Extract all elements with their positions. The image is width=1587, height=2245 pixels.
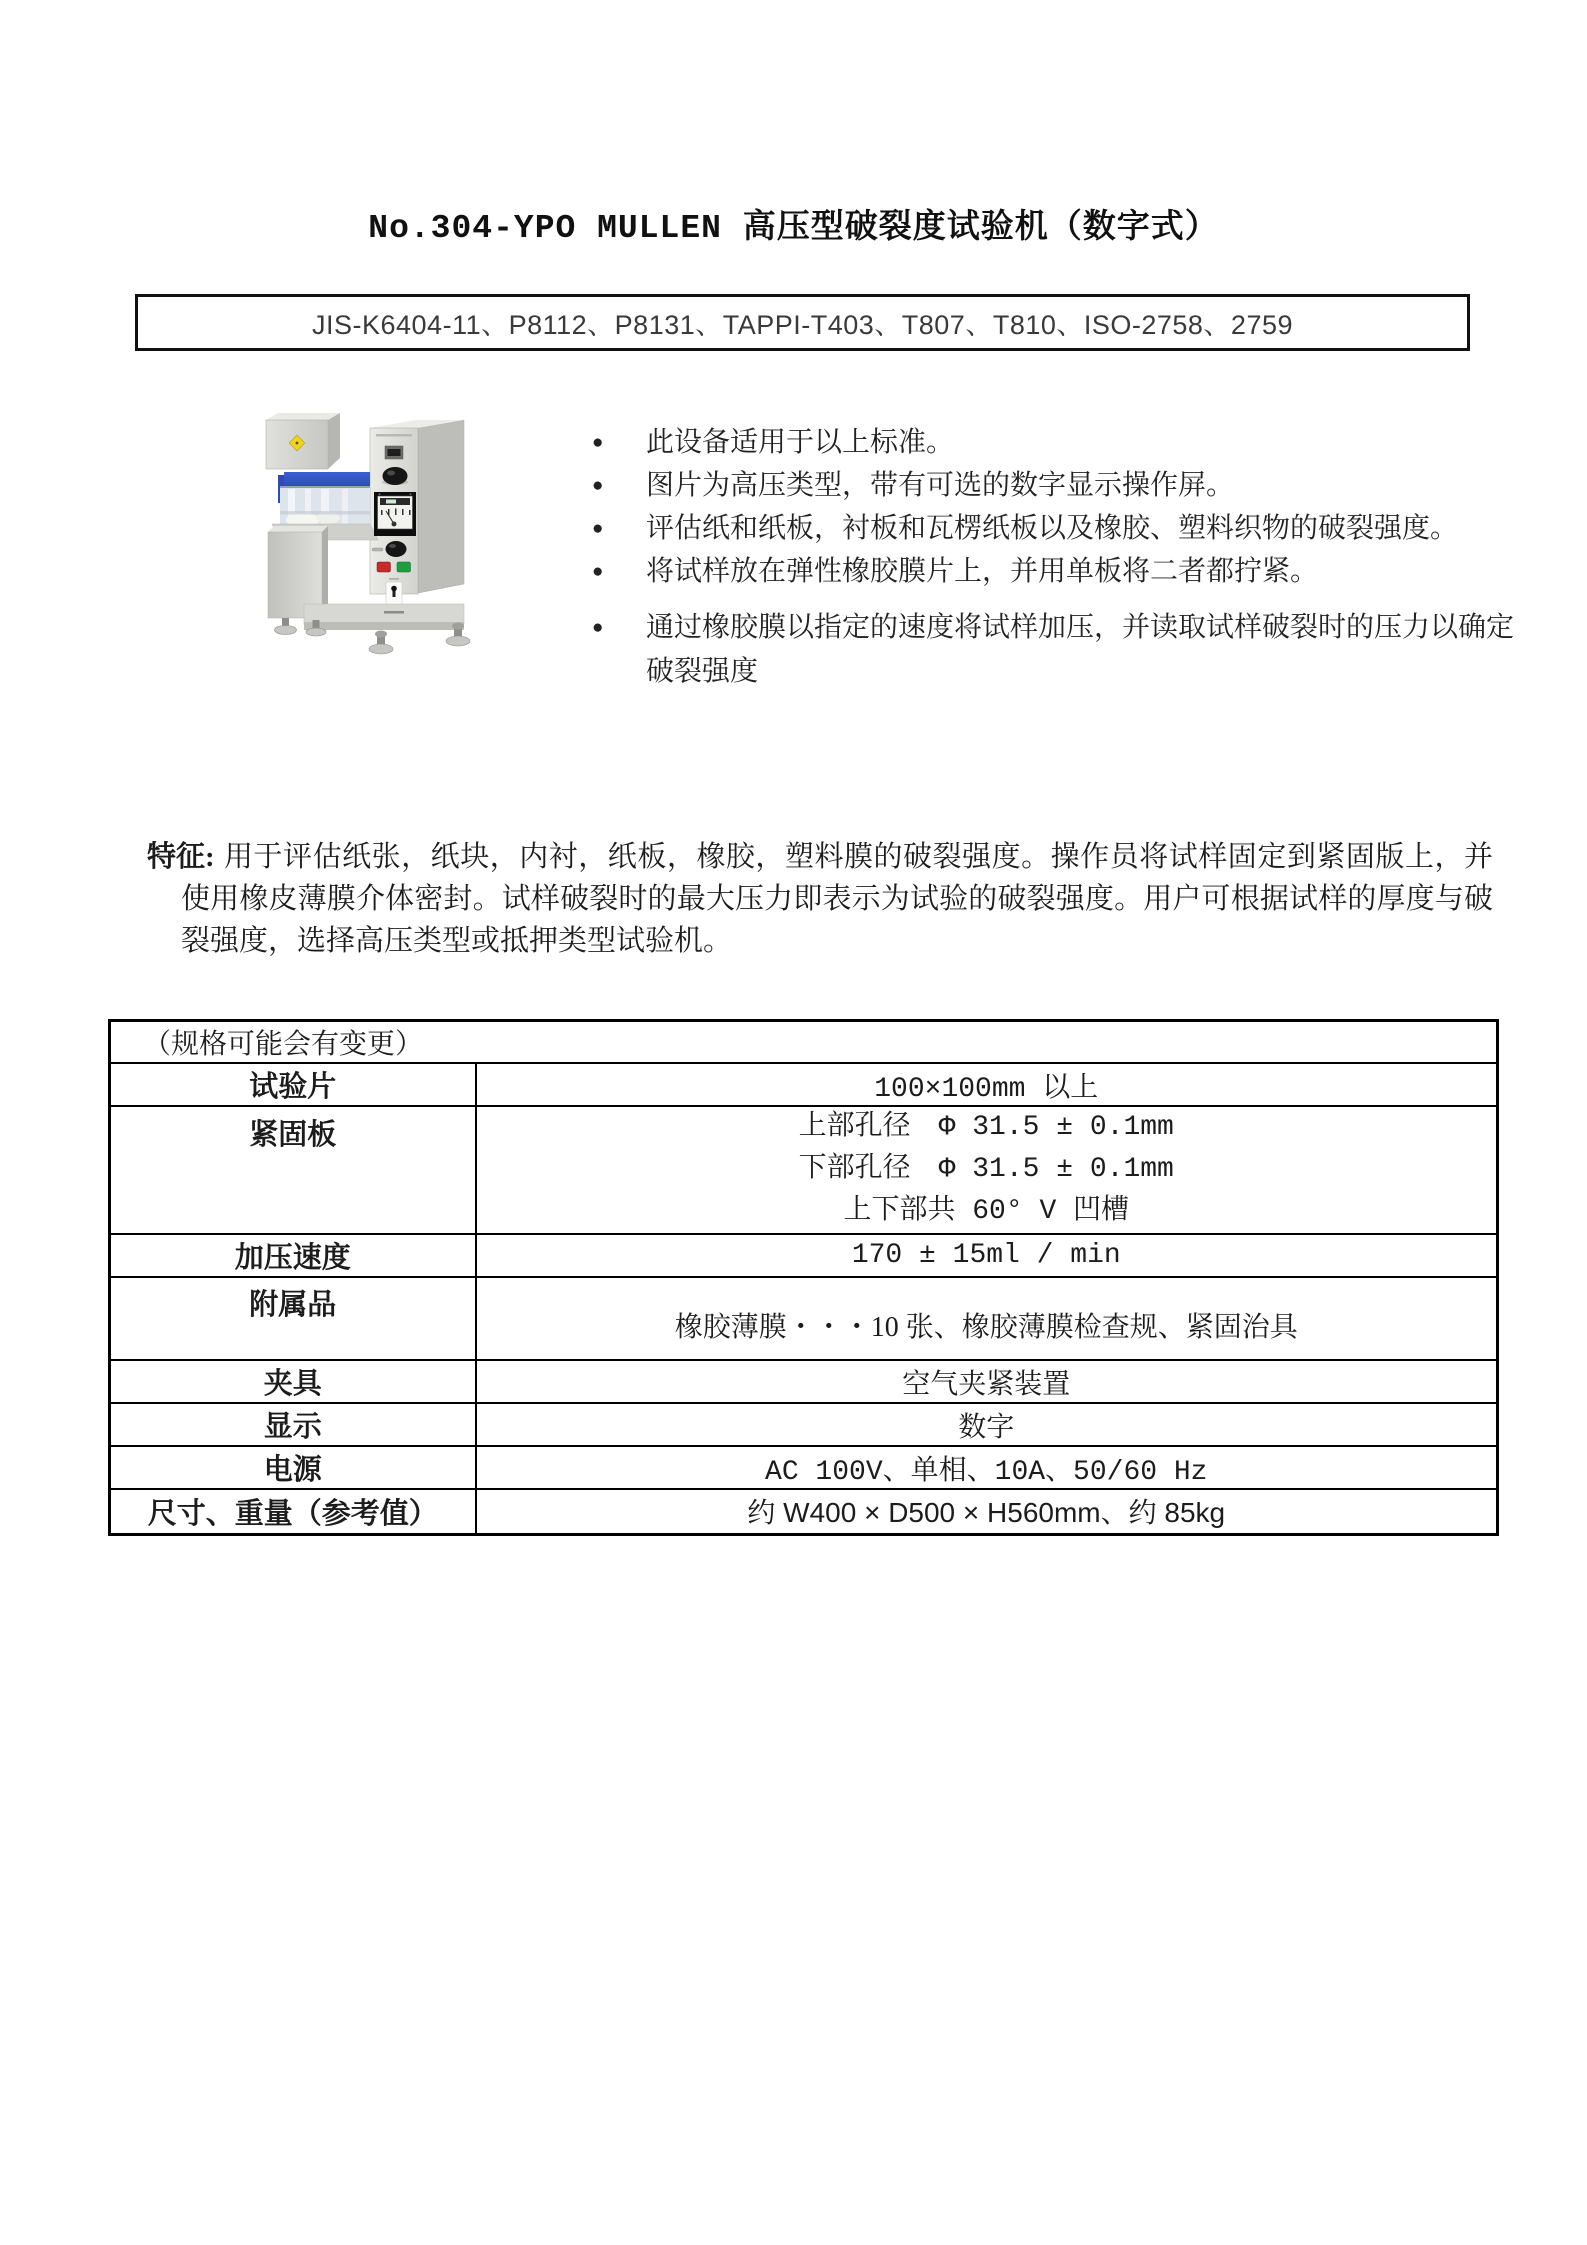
page-title: No.304-YPO MULLEN 高压型破裂度试验机（数字式） [368,210,1219,247]
table-row [110,1446,1498,1489]
table-row [110,1277,1498,1360]
bullet-icon: ● [592,475,604,496]
spec-label: 尺寸、重量（参考值） [110,1489,476,1534]
bullet-icon: ● [592,617,604,638]
spec-value [476,1106,1498,1234]
bullet-text: 此设备适用于以上标准。 [646,427,955,458]
spec-value: 100×100mm 以上 [476,1063,1498,1106]
features-section [147,836,1493,962]
spec-value: 数字 [476,1403,1498,1446]
spec-label: 试验片 [110,1063,476,1106]
spec-label: 夹具 [110,1360,476,1403]
bullet-icon: ● [592,518,604,539]
list-item [590,507,1540,550]
spec-table-body [110,1021,1498,1535]
features-text: 用于评估纸张，纸块，内衬，纸板，橡胶，塑料膜的破裂强度。操作员将试样固定到紧固版上，并使用橡皮薄膜介体密封。试样破裂时的最大压力即表示为试验的破裂强度。用户可根据试样的厚度与破裂强度，选择高压类型或抵押类型试验机。 [181,841,1493,957]
bullet-text: 将试样放在弹性橡胶膜片上，并用单板将二者都拧紧。 [646,556,1319,587]
machine-photo-illustration [258,412,478,662]
bullet-text: 图片为高压类型，带有可选的数字显示操作屏。 [646,470,1235,501]
spec-value: AC 100V、单相、10A、50/60 Hz [476,1446,1498,1489]
table-header: （规格可能会有变更） [110,1021,1498,1064]
features-label: 特征: [147,841,215,873]
table-row [110,1234,1498,1277]
standards-box [135,294,1470,351]
spec-label: 显示 [110,1403,476,1446]
standards-text: JIS-K6404-11、P8112、P8131、TAPPI-T403、T807、T810、ISO-2758、2759 [312,310,1293,340]
spec-value-line: 下部孔径 Φ 31.5 ± 0.1mm [798,1154,1174,1185]
table-row [110,1106,1498,1234]
list-item [590,421,1540,464]
list-item [590,606,1540,694]
spec-label: 紧固板 [110,1106,476,1234]
spec-label: 附属品 [110,1277,476,1360]
spec-value: 空气夹紧装置 [476,1360,1498,1403]
list-item [590,550,1540,593]
spec-value: 橡胶薄膜・・・10 张、橡胶薄膜检查规、紧固治具 [476,1277,1498,1360]
table-header-row [110,1021,1498,1064]
table-row [110,1360,1498,1403]
spec-value-line: 上下部共 60° V 凹槽 [843,1196,1130,1227]
spec-label: 电源 [110,1446,476,1489]
bullet-icon: ● [592,432,604,453]
bullet-text: 评估纸和纸板，衬板和瓦楞纸板以及橡胶、塑料织物的破裂强度。 [646,513,1459,544]
list-item [590,464,1540,507]
table-row [110,1063,1498,1106]
bullet-list [590,421,1540,694]
spec-value: 约 W400 × D500 × H560mm、约 85kg [476,1489,1498,1534]
table-row [110,1489,1498,1534]
spec-value: 170 ± 15ml / min [476,1234,1498,1277]
bullet-text: 通过橡胶膜以指定的速度将试样加压，并读取试样破裂时的压力以确定破裂强度 [646,612,1515,687]
spec-value-line: 上部孔径 Φ 31.5 ± 0.1mm [798,1112,1174,1143]
machine-image [258,412,478,662]
spec-table [108,1019,1499,1536]
bullet-icon: ● [592,561,604,582]
spec-label: 加压速度 [110,1234,476,1277]
table-row [110,1403,1498,1446]
